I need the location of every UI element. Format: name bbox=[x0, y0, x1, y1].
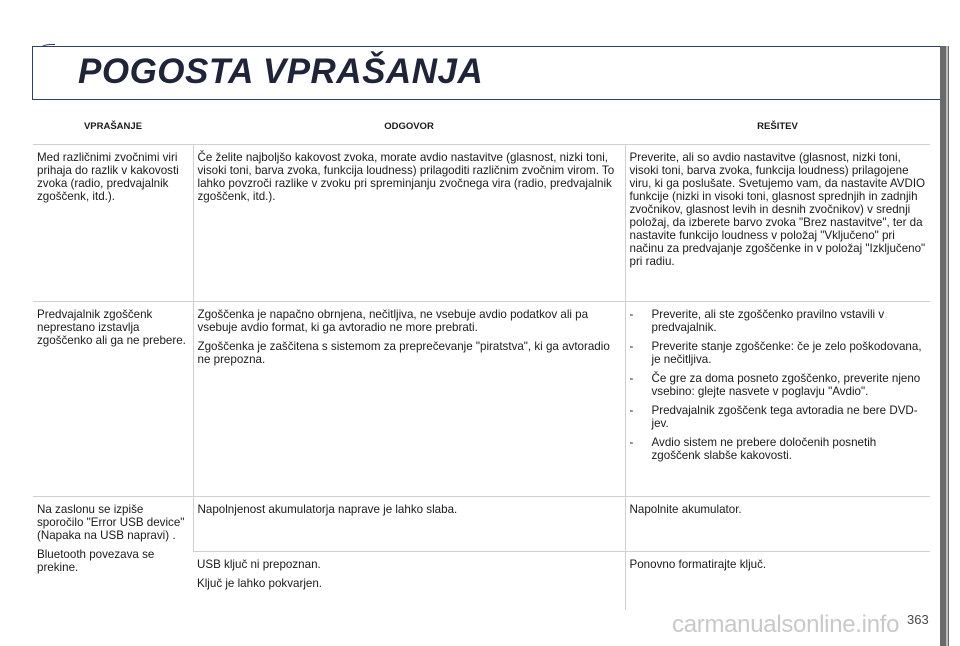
dash-icon: - bbox=[629, 372, 634, 385]
solution-item-text: Avdio sistem ne prebere določenih posnetih zgoščenk slabše kakovosti. bbox=[651, 436, 877, 462]
solution-text: Preverite, ali so avdio nastavitve (glasnost, nizki toni, visoki toni, barva zvoka, funkcija loudness) prilagojene viru, ki ga poslušate. Svetujemo vam, da nastavite AVDIO funkcije (nizki in visoki toni, glasnost sprednjih in zadnjih zvočnikov, glasnost levih in desnih zvočnikov) v srednji položaj, da izberete barvo zvoka "Brez nastavitve", ter da nastavite funkcijo loudness v položaj "Vključeno" pri načinu za predvajanje zgoščenke in v položaj "Izključeno" pri radiu. bbox=[629, 151, 926, 268]
solution-text: Ponovno formatirajte ključ. bbox=[629, 558, 767, 571]
solution-text: Napolnite akumulator. bbox=[629, 503, 742, 516]
answer-text: Če želite najboljšo kakovost zvoka, morate avdio nastavitve (glasnost, nizki toni, visoki toni, barva zvoka, funkcija loudness) prilagoditi različnim zvočnim virom. To lahko povzroči razlike v zvoku pri spreminjanju zvočnega vira (radio, predvajalnik zgoščenk, itd.). bbox=[197, 151, 615, 203]
answer-text: Zgoščenka je napačno obrnjena, nečitljiva, ne vsebuje avdio podatkov ali pa vsebuje avdio format, ki ga avtoradio ne more prebrati. bbox=[197, 308, 589, 334]
dash-icon: - bbox=[629, 436, 634, 449]
solution-cell bbox=[625, 552, 930, 611]
list-item bbox=[630, 404, 927, 430]
dash-icon: - bbox=[629, 404, 634, 417]
solution-list bbox=[630, 308, 927, 462]
question-cell bbox=[33, 145, 193, 302]
solution-item-text: Če gre za doma posneto zgoščenko, preverite njeno vsebino: glejte nasvete v poglavju "Avdio". bbox=[651, 372, 921, 398]
page-title: POGOSTA VPRAŠANJA bbox=[78, 52, 484, 91]
question-text-extra: Bluetooth povezava se prekine. bbox=[37, 548, 155, 574]
solution-cell bbox=[625, 302, 930, 497]
list-item bbox=[630, 436, 927, 462]
solution-cell bbox=[625, 497, 930, 552]
solution-item-text: Predvajalnik zgoščenk tega avtoradia ne bere DVD-jev. bbox=[651, 404, 918, 430]
answer-text: Ključ je lahko pokvarjen. bbox=[197, 577, 323, 590]
watermark: carmanualsonline.info bbox=[672, 611, 900, 638]
answer-text: USB ključ ni prepoznan. bbox=[197, 558, 321, 571]
column-header-answer: ODGOVOR bbox=[193, 108, 625, 145]
table-row bbox=[33, 302, 930, 497]
solution-item-text: Preverite stanje zgoščenke: če je zelo poškodovana, je nečitljiva. bbox=[651, 340, 922, 366]
question-text: Na zaslonu se izpiše sporočilo "Error USB device" (Napaka na USB napravi) . bbox=[37, 503, 185, 542]
solution-cell bbox=[625, 145, 930, 302]
table-row bbox=[33, 145, 930, 302]
question-text: Med različnimi zvočnimi viri prihaja do razlik v kakovosti zvoka (radio, predvajalnik zgoščenk, itd.). bbox=[37, 151, 179, 203]
column-header-question: VPRAŠANJE bbox=[33, 108, 193, 145]
dash-icon: - bbox=[629, 340, 634, 353]
faq-table bbox=[33, 108, 930, 610]
answer-cell bbox=[193, 497, 625, 552]
table-row bbox=[33, 497, 930, 552]
page-number: 363 bbox=[907, 612, 929, 627]
answer-cell bbox=[193, 145, 625, 302]
list-item bbox=[630, 372, 927, 398]
question-text: Predvajalnik zgoščenk neprestano izstavlja zgoščenko ali ga ne prebere. bbox=[37, 308, 186, 347]
question-cell bbox=[33, 497, 193, 611]
answer-cell bbox=[193, 552, 625, 611]
answer-text: Napolnjenost akumulatorja naprave je lahko slaba. bbox=[197, 503, 458, 516]
list-item bbox=[630, 340, 927, 366]
question-cell bbox=[33, 302, 193, 497]
dash-icon: - bbox=[629, 308, 634, 321]
solution-item-text: Preverite, ali ste zgoščenko pravilno vstavili v predvajalnik. bbox=[651, 308, 885, 334]
list-item bbox=[630, 308, 927, 334]
answer-cell bbox=[193, 302, 625, 497]
table-header-row bbox=[33, 108, 930, 145]
column-header-solution: REŠITEV bbox=[625, 108, 930, 145]
answer-text: Zgoščenka je zaščitena s sistemom za preprečevanje "piratstva", ki ga avtoradio ne prepozna. bbox=[197, 340, 610, 366]
side-bar-highlight bbox=[946, 46, 948, 646]
